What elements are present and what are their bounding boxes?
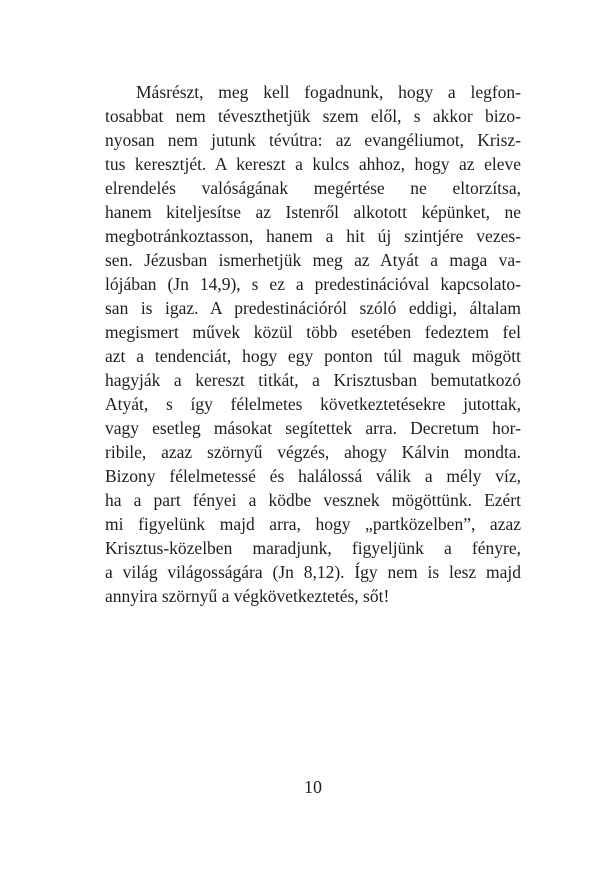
text-line: annyira szörnyű a végkövetkeztetés, sőt! <box>105 586 390 606</box>
text-line: san is igaz. A predestinációról szóló eddigi, általam <box>105 298 521 318</box>
text-line: sen. Jézusban ismerhetjük meg az Atyát a maga va- <box>105 250 521 270</box>
text-line: ha a part fényei a ködbe vesznek mögöttünk. Ezért <box>105 490 521 510</box>
text-line: Krisztus-közelben maradjunk, figyeljünk a fényre, <box>105 538 521 558</box>
page-number: 10 <box>304 777 322 797</box>
text-line: Atyát, s így félelmetes következtetésekre jutottak, <box>105 394 521 414</box>
text-line: tosabbat nem téveszthetjük szem elől, s akkor bizo- <box>105 106 521 126</box>
text-line: ribile, azaz szörnyű végzés, ahogy Kálvin mondta. <box>105 442 521 462</box>
text-line: Bizony félelmetessé és halálossá válik a mély víz, <box>105 466 521 486</box>
text-line: vagy esetleg másokat segítettek arra. Decretum hor- <box>105 418 521 438</box>
text-line: megismert művek közül több esetében fedeztem fel <box>105 322 521 342</box>
text-line: megbotránkoztasson, hanem a hit új szintjére vezes- <box>105 226 521 246</box>
text-line: hanem kiteljesítse az Istenről alkotott képünket, ne <box>105 202 521 222</box>
text-line: a világ világosságára (Jn 8,12). Így nem is lesz majd <box>105 562 521 582</box>
text-line: mi figyelünk majd arra, hogy „partközelben”, azaz <box>105 514 521 534</box>
text-line: lójában (Jn 14,9), s ez a predestinációval kapcsolato- <box>105 274 521 294</box>
text-line: azt a tendenciát, hogy egy ponton túl maguk mögött <box>105 346 521 366</box>
text-line: hagyják a kereszt titkát, a Krisztusban bemutatkozó <box>105 370 521 390</box>
text-line: Másrészt, meg kell fogadnunk, hogy a legfon- <box>136 82 521 102</box>
text-line: tus keresztjét. A kereszt a kulcs ahhoz, hogy az eleve <box>105 154 521 174</box>
text-line: elrendelés valóságának megértése ne eltorzítsa, <box>105 178 521 198</box>
body-text-paragraph <box>105 80 521 608</box>
text-line: nyosan nem jutunk tévútra: az evangéliumot, Krisz- <box>105 130 521 150</box>
